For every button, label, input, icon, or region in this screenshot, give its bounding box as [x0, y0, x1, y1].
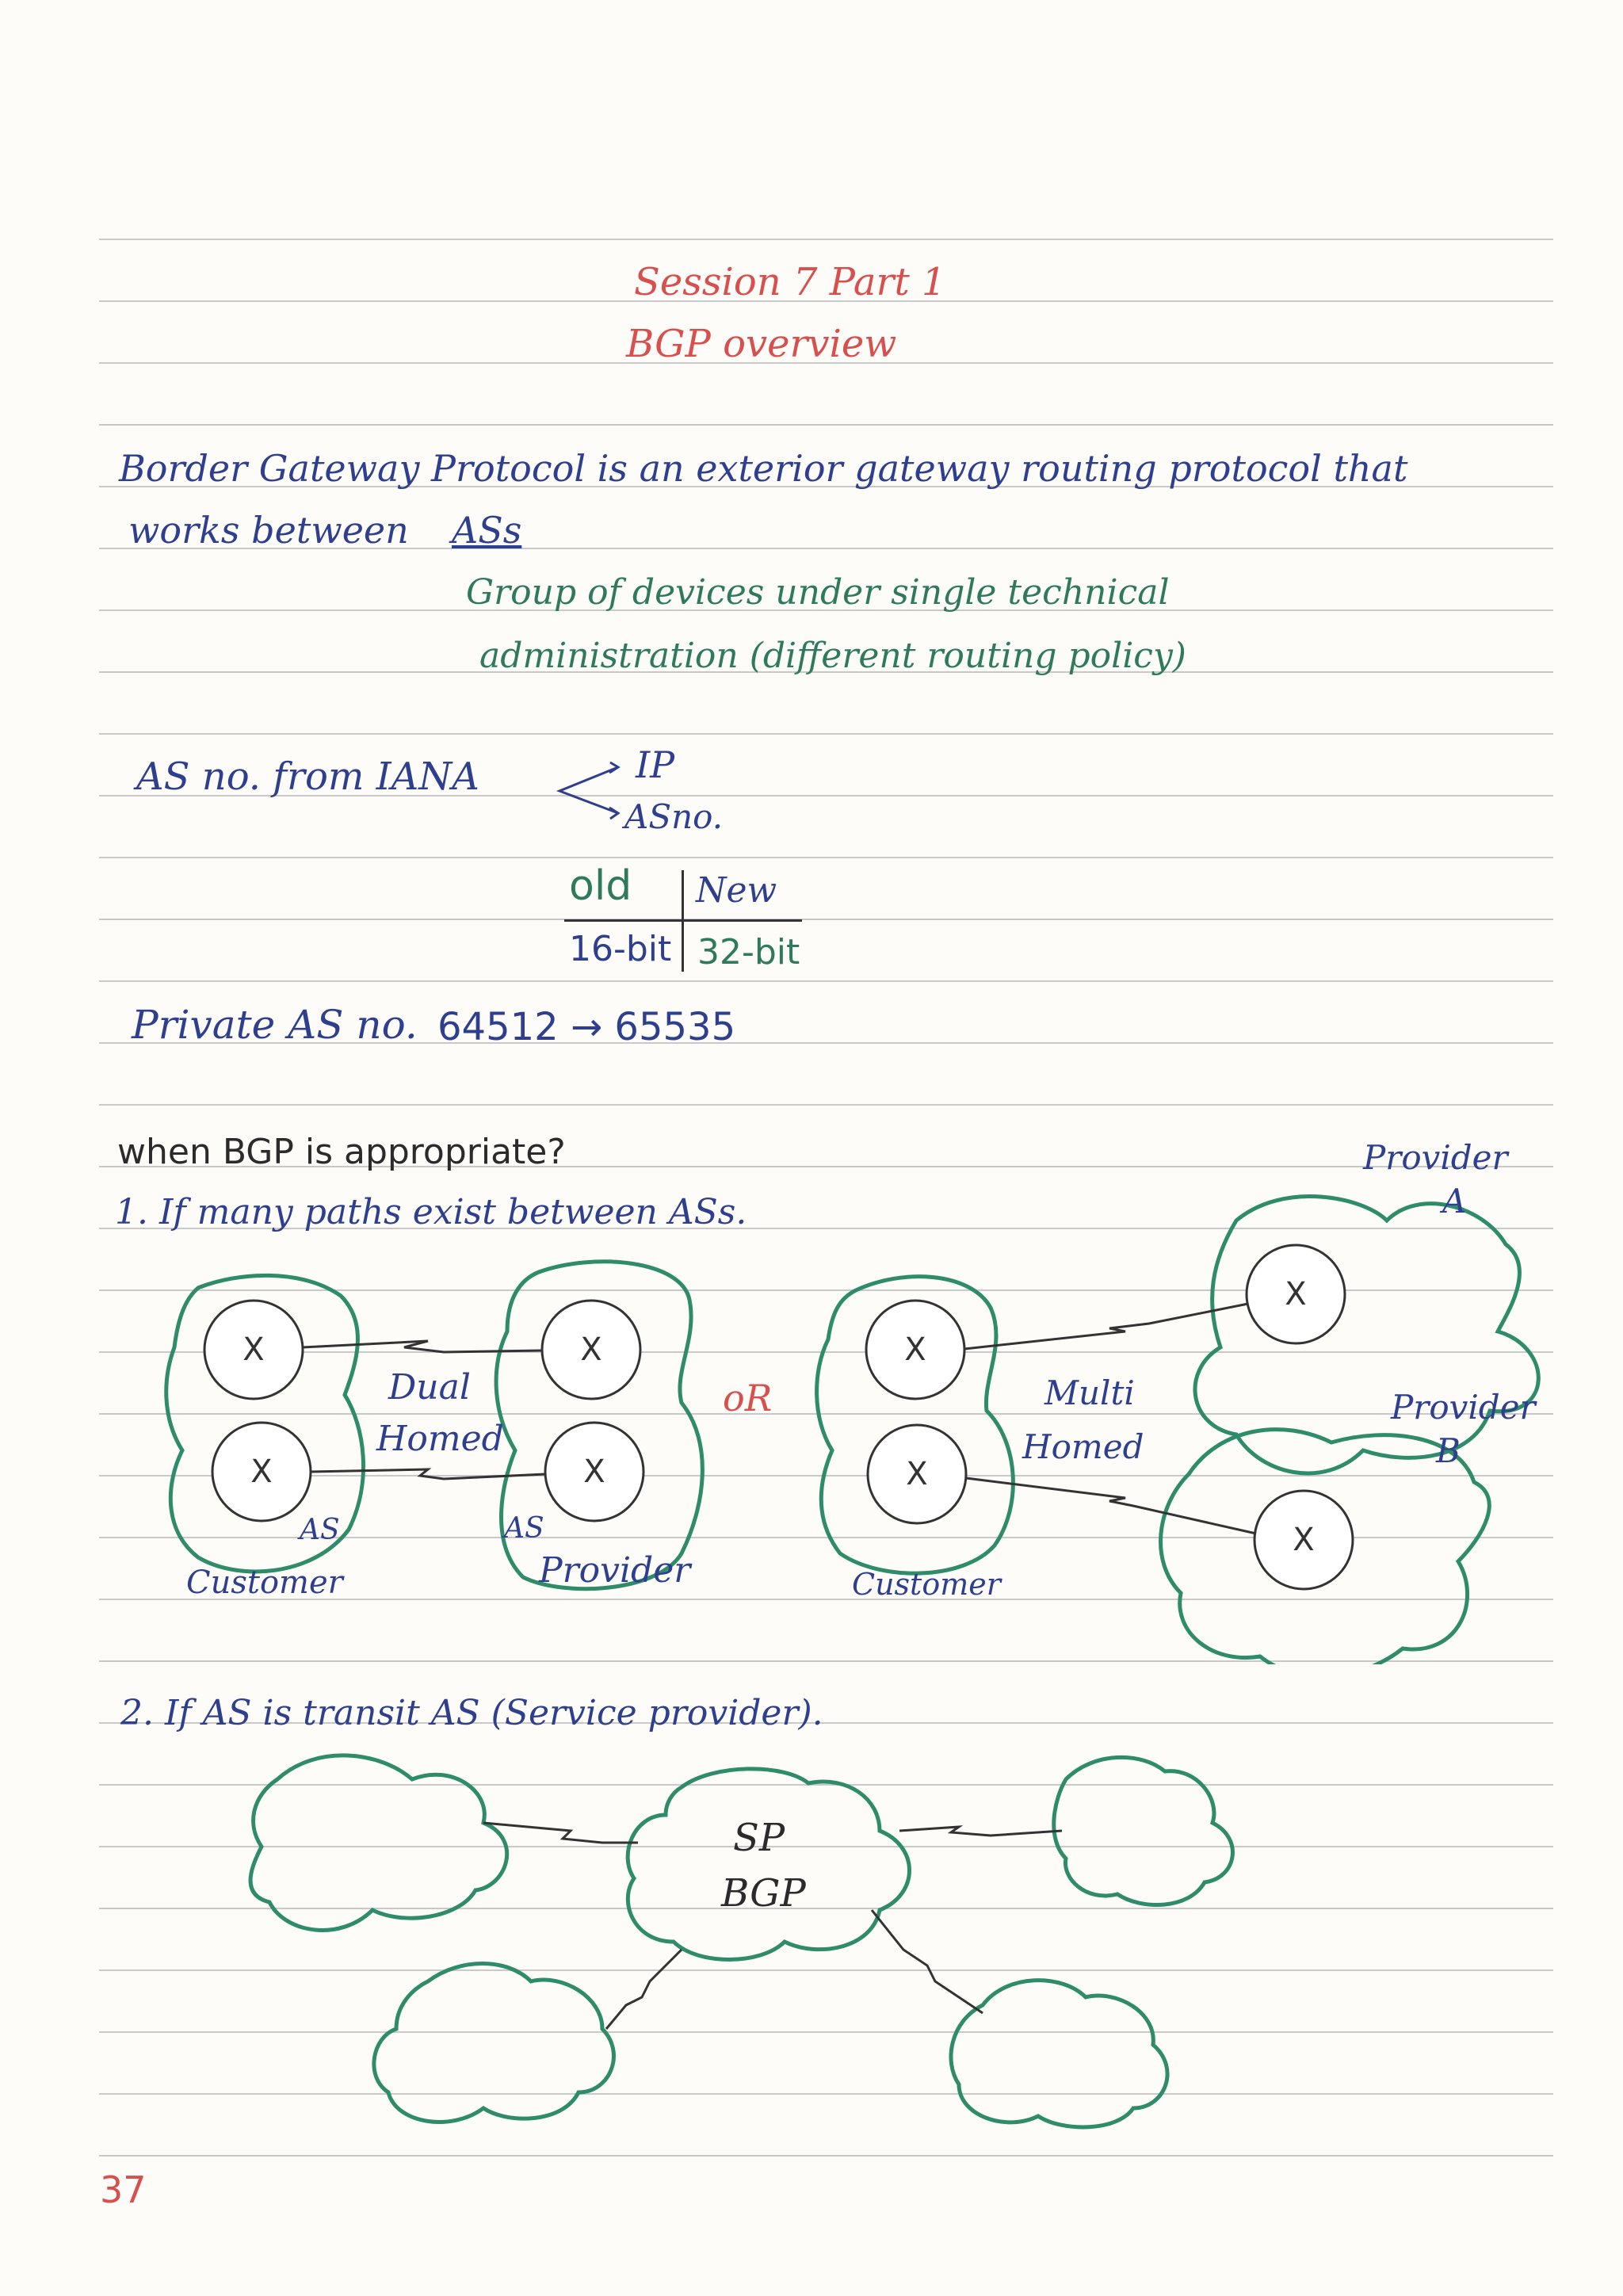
as-number-label: AS no. from IANA — [136, 755, 479, 799]
page-subtitle: BGP overview — [626, 322, 897, 366]
router-x-mark: X — [904, 1331, 926, 1368]
router-x-mark: X — [1285, 1276, 1307, 1312]
router-x-mark: X — [906, 1456, 928, 1492]
provider-label: Provider — [539, 1550, 691, 1591]
customer-as-tag: AS — [300, 1514, 340, 1546]
page-number: 37 — [100, 2168, 147, 2211]
router-x-mark: X — [242, 1331, 265, 1368]
table-header-old: old — [569, 862, 632, 910]
multi-caption-2: Homed — [1022, 1427, 1144, 1466]
dual-caption-1: Dual — [388, 1367, 471, 1408]
transit-link-left — [483, 1823, 638, 1843]
transit-link-bottom-right — [872, 1910, 983, 2013]
or-label: oR — [723, 1377, 773, 1419]
table-header-new: New — [696, 870, 777, 911]
provider-a-label-1: Provider — [1363, 1138, 1508, 1177]
definition-term-ass: ASs — [452, 509, 522, 552]
when-bgp-point-2: 2. If AS is transit AS (Service provider). — [120, 1693, 823, 1733]
multi-caption-1: Multi — [1044, 1373, 1135, 1412]
multi-customer-label: Customer — [852, 1567, 1001, 1602]
homing-diagrams — [0, 1110, 1623, 1664]
branch-arrows — [555, 759, 626, 823]
router-x-mark: X — [1293, 1522, 1315, 1558]
when-bgp-point-1: 1. If many paths exist between ASs. — [115, 1192, 747, 1232]
router-x-mark: X — [250, 1454, 273, 1490]
when-bgp-question: when BGP is appropriate? — [117, 1132, 566, 1172]
transit-link-right — [899, 1827, 1062, 1836]
dual-caption-2: Homed — [376, 1419, 504, 1459]
multi-link-a — [964, 1304, 1248, 1349]
peer-cloud-right — [1054, 1757, 1233, 1904]
definition-line-2-prefix: works between — [128, 509, 409, 552]
customer-label: Customer — [186, 1564, 343, 1601]
transit-link-bottom-left — [606, 1950, 682, 2029]
sp-core-label-1: SP — [733, 1816, 785, 1860]
table-value-new: 32-bit — [697, 932, 800, 972]
provider-b-label-1: Provider — [1391, 1388, 1536, 1427]
provider-a-label-2: A — [1442, 1182, 1467, 1221]
definition-note-line-1: Group of devices under single technical — [466, 572, 1170, 613]
provider-as-tag: AS — [504, 1512, 544, 1545]
dual-link-top — [303, 1341, 542, 1352]
transit-diagram — [0, 1728, 1623, 2140]
provider-b-label-2: B — [1436, 1431, 1461, 1470]
router-x-mark: X — [583, 1454, 605, 1490]
table-value-old: 16-bit — [569, 929, 672, 969]
branch-as-number: ASno. — [624, 797, 724, 836]
sp-core-label-2: BGP — [721, 1871, 806, 1916]
router-x-mark: X — [580, 1331, 602, 1368]
peer-cloud-bottom-left — [374, 1964, 614, 2122]
branch-ip: IP — [636, 743, 675, 786]
definition-note-line-2: administration (different routing policy) — [479, 636, 1186, 676]
as-bit-table — [555, 856, 816, 983]
peer-cloud-left — [250, 1755, 507, 1931]
private-as-range: 64512 → 65535 — [437, 1005, 736, 1049]
sp-core-cloud — [628, 1769, 909, 1960]
page-title: Session 7 Part 1 — [634, 260, 946, 304]
peer-cloud-bottom-right — [951, 1981, 1167, 2127]
definition-line-1: Border Gateway Protocol is an exterior gateway routing protocol that — [119, 447, 1408, 490]
private-as-label: Private AS no. — [132, 1002, 418, 1048]
